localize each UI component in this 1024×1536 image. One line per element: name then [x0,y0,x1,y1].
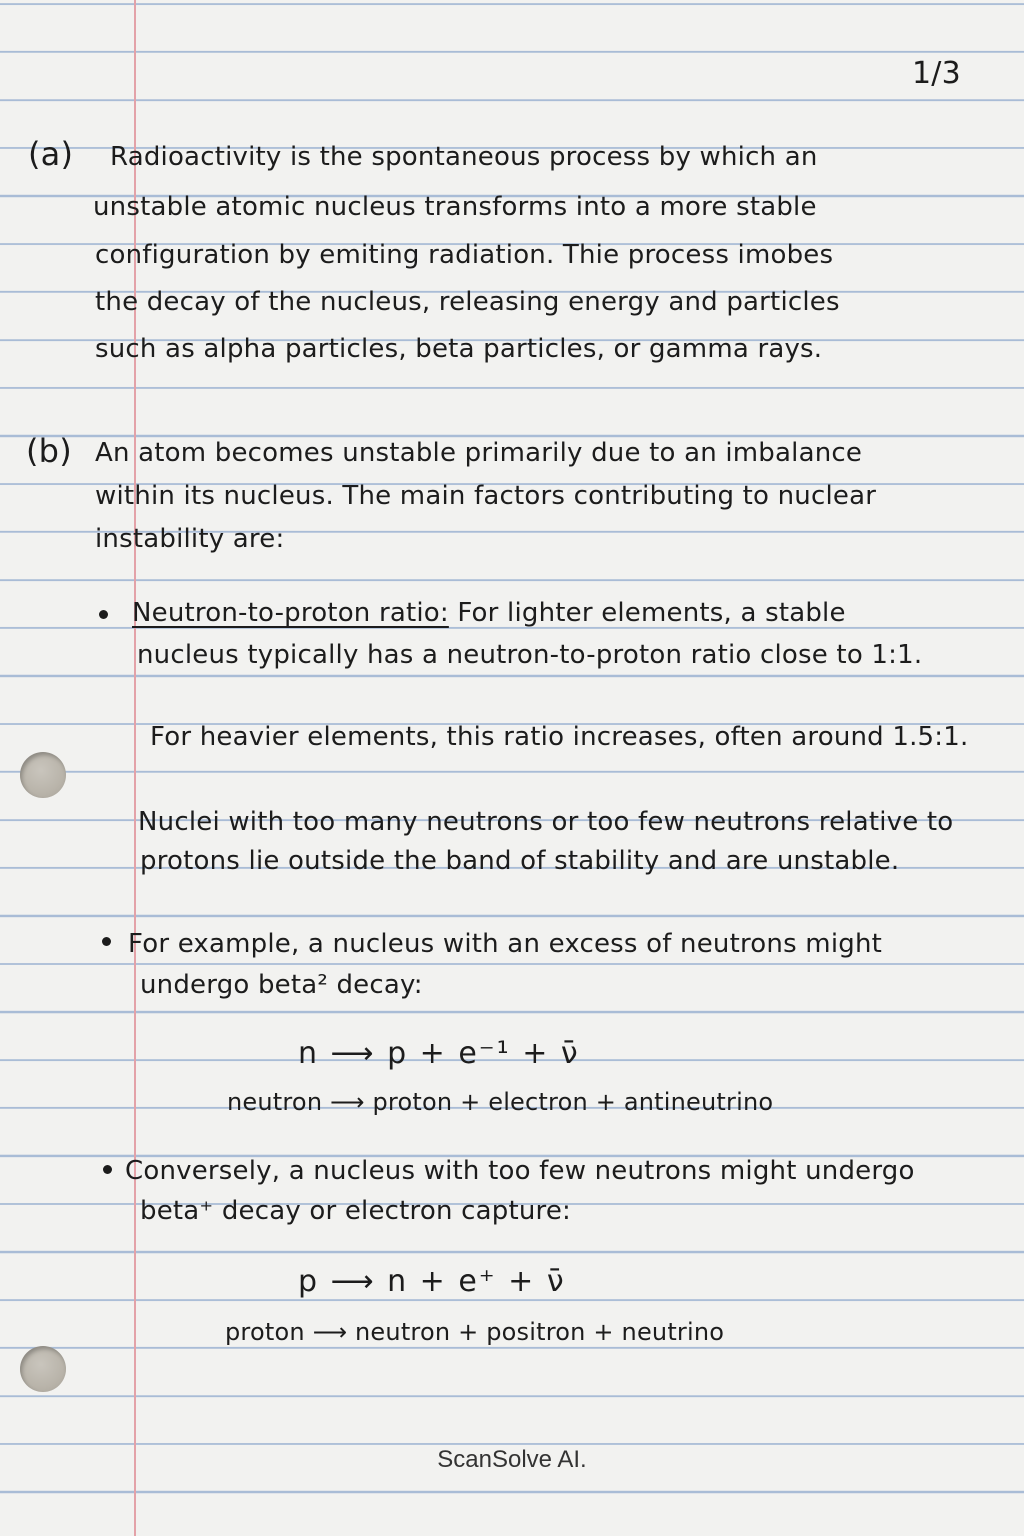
bullet-2-line-1: For example, a nucleus with an excess of neutrons might [128,929,883,959]
bullet-point [102,937,111,946]
footer-watermark: ScanSolve AI. [437,1446,587,1473]
bullet-3-line-2: beta⁺ decay or electron capture: [140,1196,572,1226]
part-b-line-1: An atom becomes unstable primarily due to an imbalance [95,438,863,468]
margin-line [134,0,136,1536]
bullet-point [103,1165,112,1174]
part-a-label: (a) [28,135,74,173]
ratio-heading: Neutron-to-proton ratio: [132,598,449,628]
part-b-line-2: within its nucleus. The main factors contributing to nuclear [95,481,877,511]
part-b-line-3: instability are: [95,524,285,554]
punch-hole-bottom [20,1346,66,1392]
beta-plus-equation-words: proton ⟶ neutron + positron + neutrino [225,1318,725,1346]
bullet-point [99,610,108,619]
bullet-3-line-1: Conversely, a nucleus with too few neutrons might undergo [125,1156,915,1186]
bullet-1-line-3: For heavier elements, this ratio increases, often around 1.5:1. [150,722,969,752]
bullet-1-line-5: protons lie outside the band of stability and are unstable. [140,846,900,876]
ratio-text: For lighter elements, a stable [457,598,846,628]
beta-minus-equation-words: neutron ⟶ proton + electron + antineutrino [227,1088,774,1116]
part-a-line-1: Radioactivity is the spontaneous process by which an [110,142,818,172]
part-b-label: (b) [26,432,72,470]
part-a-line-2: unstable atomic nucleus transforms into a more stable [93,192,817,222]
bullet-1-line-1 [132,598,846,628]
bullet-2-line-2: undergo beta² decay: [140,970,423,1000]
beta-minus-equation: n ⟶ p + e⁻¹ + ν̄ [298,1036,580,1071]
part-a-line-4: the decay of the nucleus, releasing energy and particles [95,287,840,317]
page-number: 1/3 [912,56,961,91]
bullet-1-line-4: Nuclei with too many neutrons or too few neutrons relative to [138,807,954,837]
part-a-line-5: such as alpha particles, beta particles, or gamma rays. [95,334,823,364]
part-a-line-3: configuration by emiting radiation. Thie process imobes [95,240,834,270]
beta-plus-equation: p ⟶ n + e⁺ + ν̄ [298,1264,566,1299]
bullet-1-line-2: nucleus typically has a neutron-to-proton ratio close to 1:1. [137,640,923,670]
punch-hole-top [20,752,66,798]
